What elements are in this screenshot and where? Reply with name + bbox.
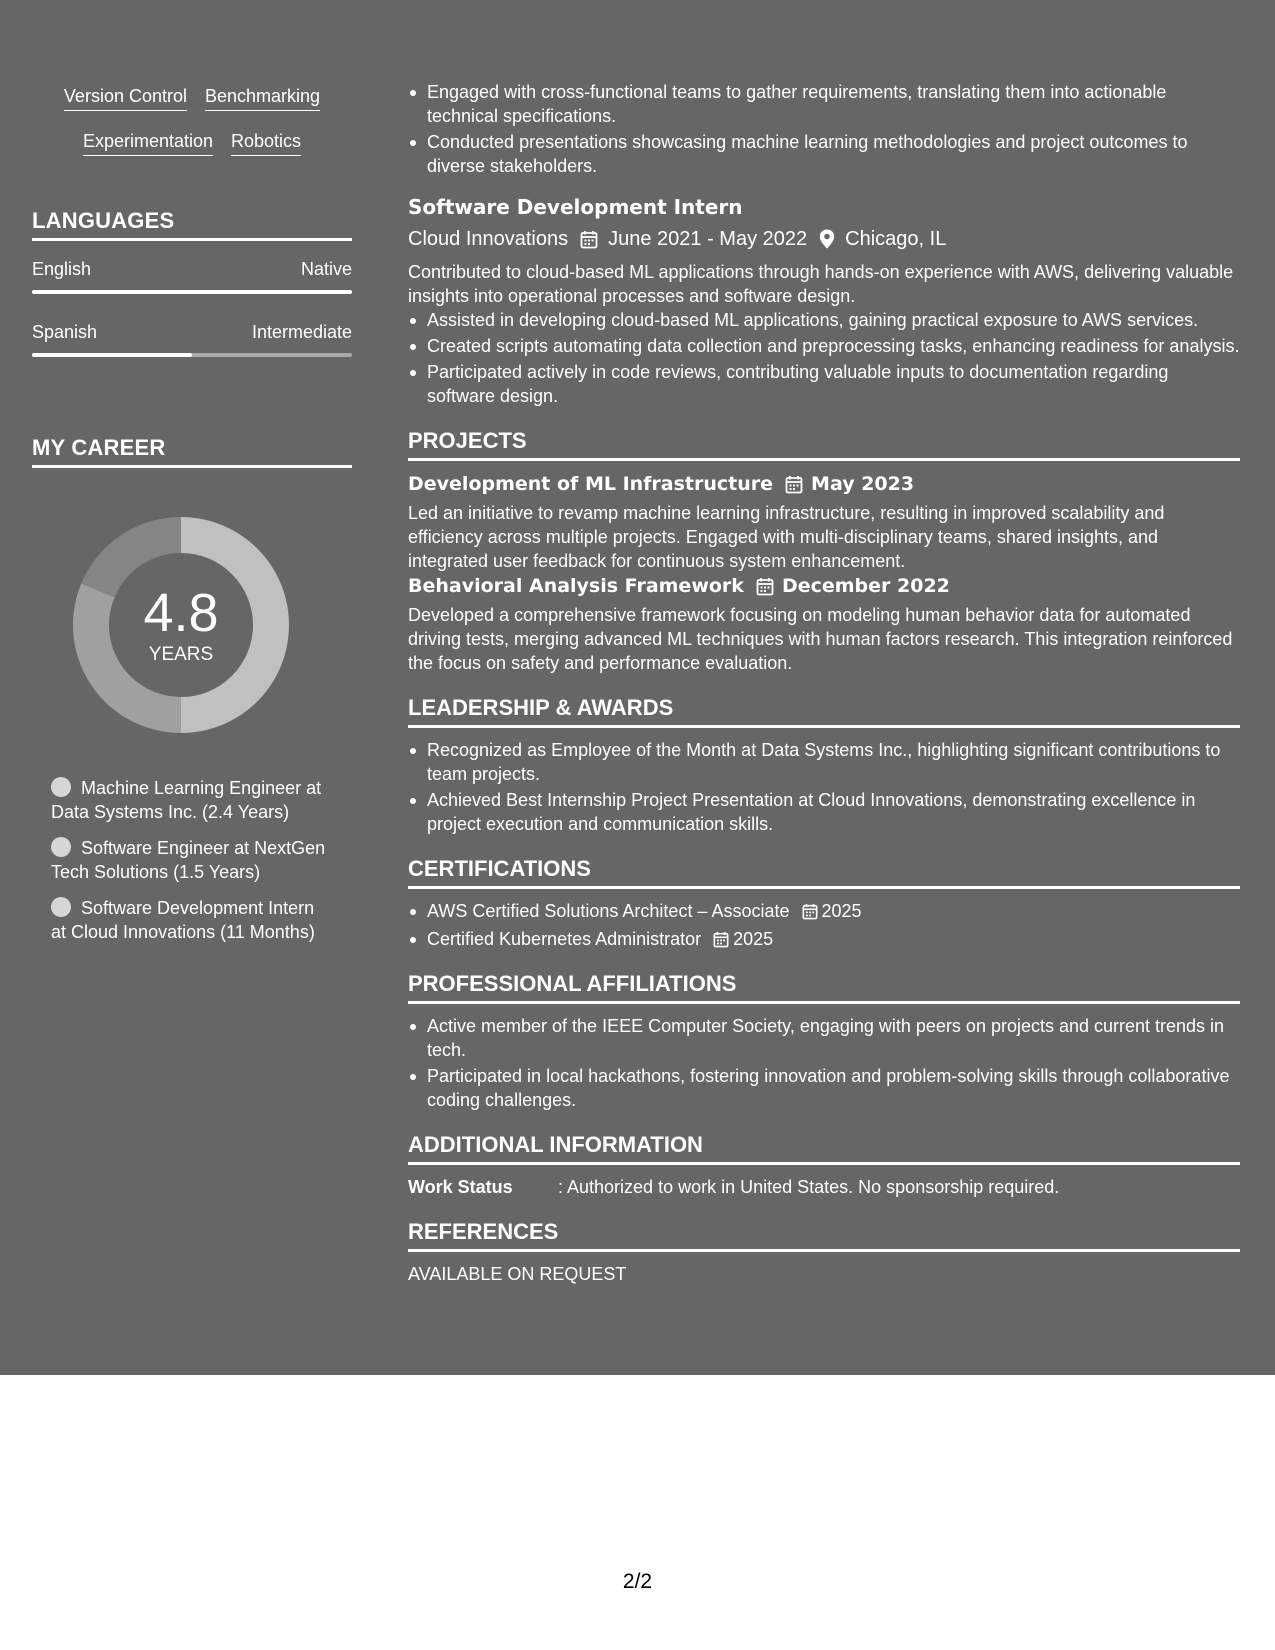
language-bar-fill bbox=[32, 353, 192, 357]
bullet-dot-icon bbox=[51, 897, 71, 917]
certification-name: AWS Certified Solutions Architect – Associate bbox=[427, 901, 790, 921]
career-list bbox=[51, 776, 326, 944]
job-location: Chicago, IL bbox=[845, 228, 947, 250]
language-level: Intermediate bbox=[251, 322, 352, 342]
career-heading: MY CAREER bbox=[32, 435, 352, 468]
certifications-list bbox=[408, 899, 1240, 951]
job-meta bbox=[408, 226, 1240, 252]
skills-row-2 bbox=[32, 129, 352, 156]
language-item bbox=[32, 259, 352, 294]
additional-info-row bbox=[408, 1175, 1240, 1199]
skill-tag: Version Control bbox=[64, 84, 187, 111]
career-total-label: YEARS bbox=[148, 644, 214, 665]
calendar-icon bbox=[785, 475, 803, 494]
calendar-icon bbox=[802, 903, 818, 920]
career-item: Software Engineer at NextGen Tech Solutions (1.5 Years) bbox=[51, 838, 326, 882]
language-bar-fill bbox=[32, 290, 352, 294]
project-description: Developed a comprehensive framework focusing on modeling human behavior data for automated driving tests, merging advanced ML techniques with human factors research. This integration reinforced the focus on safety and performance evaluation. bbox=[408, 605, 1233, 673]
career-total-years: 4.8 bbox=[143, 583, 219, 643]
main-content bbox=[408, 80, 1240, 1286]
work-status-value: : Authorized to work in United States. No sponsorship required. bbox=[558, 1177, 1060, 1197]
project-description: Led an initiative to revamp machine learning infrastructure, resulting in improved scalability and efficiency across multiple projects. Engaged with multi-disciplinary teams, shared insights, and integrated user feedback for continuous system enhancement. bbox=[408, 503, 1165, 571]
project-title: Development of ML Infrastructure bbox=[408, 473, 774, 495]
project-date: May 2023 bbox=[811, 473, 915, 495]
affiliation-bullet: Active member of the IEEE Computer Society, engaging with peers on projects and current trends in tech. bbox=[408, 1014, 1240, 1062]
affiliations-bullets bbox=[408, 1014, 1240, 1112]
language-level: Native bbox=[300, 259, 352, 279]
bullet-dot-icon bbox=[51, 837, 71, 857]
language-name: Spanish bbox=[32, 322, 98, 342]
certification-year: 2025 bbox=[733, 929, 774, 949]
certification-item bbox=[408, 927, 1240, 951]
language-bar bbox=[32, 290, 352, 294]
skill-tag: Robotics bbox=[231, 129, 301, 156]
bullet-dot-icon bbox=[51, 777, 71, 797]
experience-continued-bullets bbox=[408, 80, 1240, 178]
language-name: English bbox=[32, 259, 92, 279]
leadership-bullet: Achieved Best Internship Project Presentation at Cloud Innovations, demonstrating excellence in project execution and communication skills. bbox=[408, 788, 1240, 836]
language-item bbox=[32, 322, 352, 357]
project-title: Behavioral Analysis Framework bbox=[408, 575, 744, 597]
affiliation-bullet: Participated in local hackathons, fostering innovation and problem-solving skills through collaborative coding challenges. bbox=[408, 1064, 1240, 1112]
donut-center bbox=[66, 510, 296, 740]
leadership-heading: LEADERSHIP & AWARDS bbox=[408, 695, 1240, 728]
calendar-icon bbox=[713, 931, 729, 948]
certifications-heading: CERTIFICATIONS bbox=[408, 856, 1240, 889]
job-title: Software Development Intern bbox=[408, 195, 743, 219]
projects-heading: PROJECTS bbox=[408, 428, 1240, 461]
project-title-row bbox=[408, 471, 1240, 497]
job-bullet: Participated actively in code reviews, contributing valuable inputs to documentation regarding software design. bbox=[408, 360, 1240, 408]
career-item: Machine Learning Engineer at Data Systems Inc. (2.4 Years) bbox=[51, 778, 322, 822]
skills-row-1 bbox=[32, 84, 352, 111]
certification-year: 2025 bbox=[821, 901, 862, 921]
job-bullet: Created scripts automating data collection and preprocessing tasks, enhancing readiness for analysis. bbox=[408, 334, 1240, 358]
certification-item bbox=[408, 899, 1240, 923]
references-heading: REFERENCES bbox=[408, 1219, 1240, 1252]
language-bar bbox=[32, 353, 352, 357]
job-bullet: Assisted in developing cloud-based ML applications, gaining practical exposure to AWS services. bbox=[408, 308, 1240, 332]
job-company: Cloud Innovations bbox=[408, 228, 569, 250]
project-date: December 2022 bbox=[781, 575, 950, 597]
affiliations-heading: PROFESSIONAL AFFILIATIONS bbox=[408, 971, 1240, 1004]
certification-name: Certified Kubernetes Administrator bbox=[427, 929, 702, 949]
project-item bbox=[408, 573, 1240, 675]
skill-tag: Benchmarking bbox=[205, 84, 320, 111]
languages-heading: LANGUAGES bbox=[32, 208, 352, 241]
work-status-label: Work Status bbox=[408, 1177, 513, 1197]
career-donut-chart bbox=[66, 510, 296, 740]
skill-tag: Experimentation bbox=[83, 129, 213, 156]
sidebar bbox=[32, 84, 352, 956]
leadership-bullet: Recognized as Employee of the Month at Data Systems Inc., highlighting significant contributions to team projects. bbox=[408, 738, 1240, 786]
job-dates: June 2021 - May 2022 bbox=[608, 228, 808, 250]
project-item bbox=[408, 471, 1240, 573]
job-summary: Contributed to cloud-based ML applications through hands-on experience with AWS, delivering valuable insights into operational processes and software design. bbox=[408, 262, 1234, 306]
job-bullets bbox=[408, 308, 1240, 408]
calendar-icon bbox=[580, 230, 598, 249]
experience-bullet: Conducted presentations showcasing machine learning methodologies and project outcomes to diverse stakeholders. bbox=[408, 130, 1240, 178]
calendar-icon bbox=[756, 577, 774, 596]
leadership-bullets bbox=[408, 738, 1240, 836]
career-item: Software Development Intern at Cloud Innovations (11 Months) bbox=[51, 898, 315, 942]
project-title-row bbox=[408, 573, 1240, 599]
additional-info-heading: ADDITIONAL INFORMATION bbox=[408, 1132, 1240, 1165]
location-pin-icon bbox=[819, 229, 835, 249]
references-text: AVAILABLE ON REQUEST bbox=[408, 1264, 627, 1284]
page-number: 2/2 bbox=[622, 1570, 653, 1593]
experience-bullet: Engaged with cross-functional teams to gather requirements, translating them into actionable technical specifications. bbox=[408, 80, 1240, 128]
